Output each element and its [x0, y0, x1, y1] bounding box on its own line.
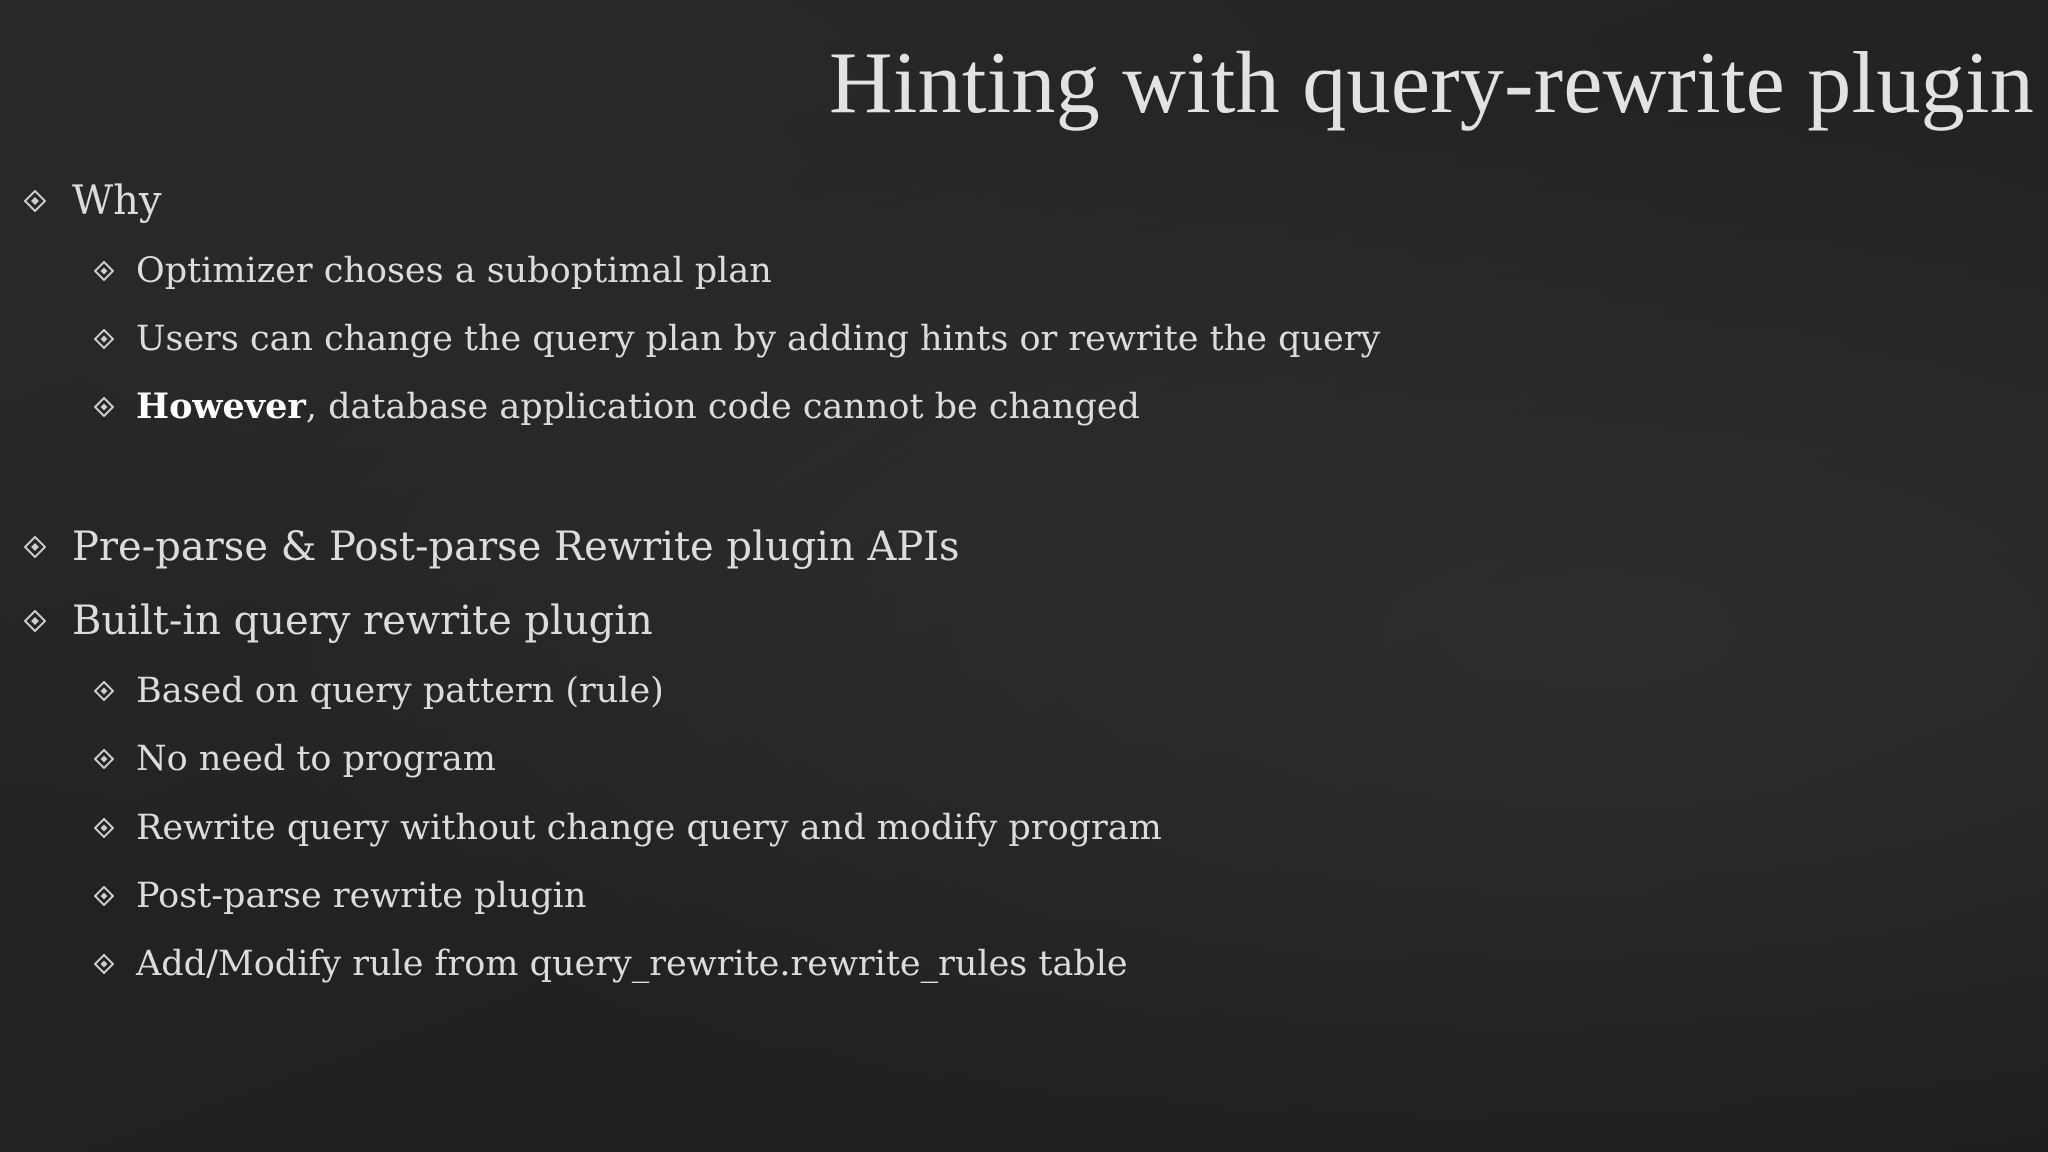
- diamond-bullet-icon: [94, 818, 114, 838]
- bullet-users-hints: [136, 317, 1380, 361]
- bullet-emphasis: However: [136, 386, 306, 427]
- bullet-builtin-plugin: [72, 596, 653, 646]
- bullet-text: Post-parse rewrite plugin: [136, 876, 587, 916]
- bullet-text: Built-in query rewrite plugin: [72, 598, 653, 644]
- bullet-optimizer: [136, 249, 772, 293]
- bullet-text: Add/Modify rule from query_rewrite.rewrite_rules table: [136, 944, 1128, 984]
- bullet-text: Pre-parse & Post-parse Rewrite plugin APIs: [72, 524, 960, 570]
- slide-title: Hinting with query-rewrite plugin: [829, 35, 2034, 132]
- bullet-text: No need to program: [136, 739, 496, 779]
- diamond-bullet-icon: [94, 329, 114, 349]
- bullet-text: , database application code cannot be changed: [305, 387, 1140, 427]
- diamond-bullet-icon: [94, 261, 114, 281]
- diamond-bullet-icon: [94, 886, 114, 906]
- diamond-bullet-icon: [24, 190, 46, 212]
- bullet-text: Why: [72, 178, 162, 224]
- bullet-no-program: [136, 737, 496, 781]
- bullet-query-pattern: [136, 669, 664, 713]
- bullet-however: [136, 385, 1140, 429]
- diamond-bullet-icon: [94, 397, 114, 417]
- diamond-bullet-icon: [94, 954, 114, 974]
- bullet-post-parse: [136, 874, 586, 918]
- bullet-add-modify-rule: [136, 942, 1128, 986]
- bullet-text: Users can change the query plan by adding hints or rewrite the query: [136, 319, 1381, 359]
- bullet-rewrite-apis: [72, 522, 960, 572]
- diamond-bullet-icon: [94, 681, 114, 701]
- bullet-text: Optimizer choses a suboptimal plan: [136, 251, 772, 291]
- diamond-bullet-icon: [94, 749, 114, 769]
- diamond-bullet-icon: [24, 536, 46, 558]
- bullet-text: Rewrite query without change query and modify program: [136, 808, 1162, 848]
- bullet-text: Based on query pattern (rule): [136, 671, 664, 711]
- diamond-bullet-icon: [24, 610, 46, 632]
- bullet-rewrite-query: [136, 806, 1162, 850]
- bullet-why: [72, 176, 161, 226]
